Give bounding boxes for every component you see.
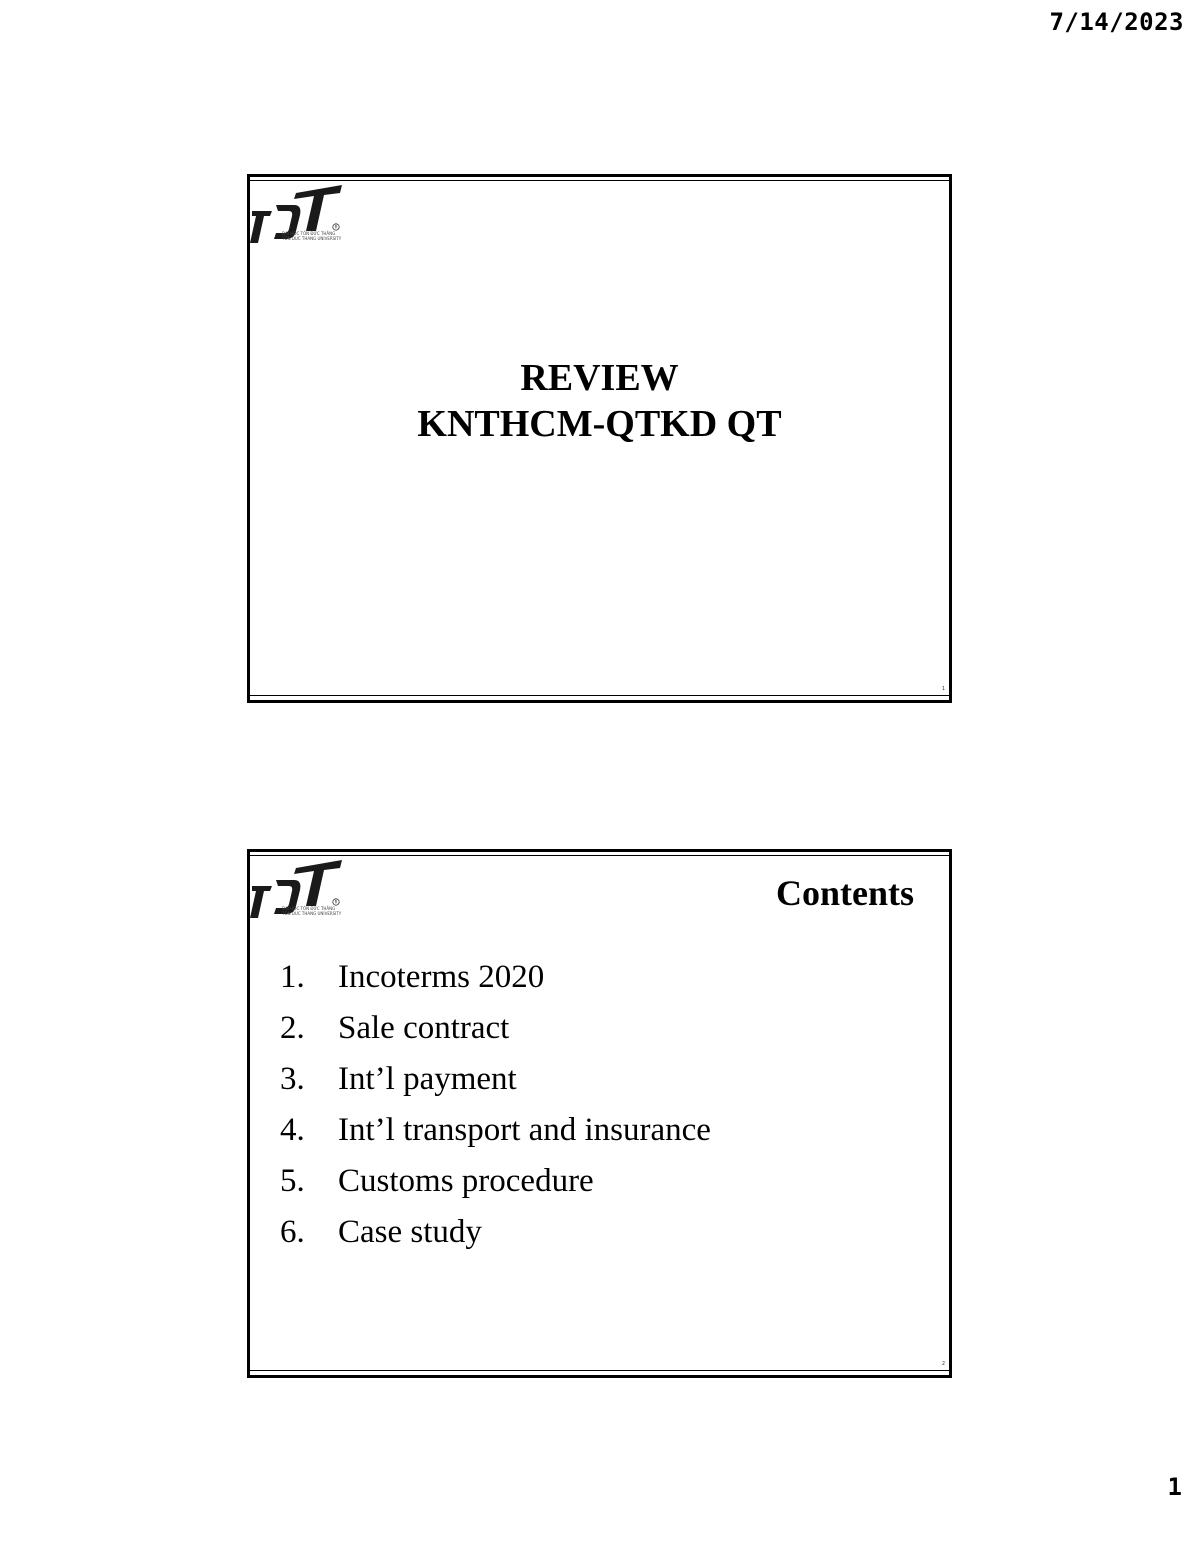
list-item-text: Case study [338, 1214, 482, 1250]
list-item-number: 1. [280, 959, 305, 995]
list-item [280, 1160, 711, 1211]
list-item [280, 1058, 711, 1109]
slide-title: Contents [775, 873, 914, 913]
svg-text:R: R [334, 224, 338, 230]
contents-list [280, 956, 711, 1262]
logo-caption: ĐẠI HỌC TÔN ĐỨC THẮNG TON DUC THANG UNIVERSITY [282, 906, 342, 916]
list-item-number: 2. [280, 1010, 305, 1046]
page-number: 1 [1167, 1473, 1182, 1501]
tdt-logo-icon [250, 183, 346, 245]
list-item [280, 1109, 711, 1160]
slide-top-rule [250, 180, 949, 181]
slide-bottom-rule [250, 695, 949, 696]
page-date: 7/14/2023 [1049, 8, 1184, 36]
slide-2 [247, 849, 952, 1378]
list-item [280, 1007, 711, 1058]
list-item-text: Int’l payment [338, 1061, 517, 1097]
slide-title-line-2: KNTHCM-QTKD QT [417, 403, 782, 445]
list-item-number: 5. [280, 1163, 305, 1199]
list-item-text: Sale contract [338, 1010, 510, 1046]
tdt-logo-icon [250, 858, 346, 920]
list-item-text: Int’l transport and insurance [338, 1112, 711, 1148]
list-item-number: 3. [280, 1061, 305, 1097]
slide-number: 1 [941, 686, 945, 692]
list-item-number: 6. [280, 1214, 305, 1250]
list-item [280, 1211, 711, 1262]
list-item-text: Customs procedure [338, 1163, 594, 1199]
slide-title-line-1: REVIEW [520, 357, 679, 399]
slide-bottom-rule [250, 1370, 949, 1371]
svg-text:R: R [334, 899, 338, 905]
list-item-number: 4. [280, 1112, 305, 1148]
list-item-text: Incoterms 2020 [338, 959, 545, 995]
slide-top-rule [250, 855, 949, 856]
slide-title [250, 355, 949, 447]
slide-1 [247, 174, 952, 703]
list-item [280, 956, 711, 1007]
logo-caption: ĐẠI HỌC TÔN ĐỨC THẮNG TON DUC THANG UNIVERSITY [282, 231, 342, 241]
slide-number: 2 [941, 1361, 945, 1367]
